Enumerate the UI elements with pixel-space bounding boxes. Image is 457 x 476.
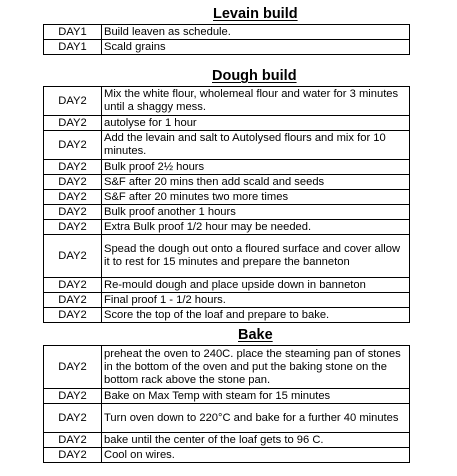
table-row bbox=[44, 308, 410, 323]
levain-section-title: Levain build bbox=[213, 6, 298, 22]
table-row bbox=[44, 293, 410, 308]
task-cell: S&F after 20 minutes two more times bbox=[102, 190, 410, 205]
table-row bbox=[44, 116, 410, 131]
task-cell: Build leaven as schedule. bbox=[102, 25, 410, 40]
bake-section-title: Bake bbox=[238, 327, 273, 343]
table-row bbox=[44, 205, 410, 220]
table-row bbox=[44, 433, 410, 448]
day-cell: DAY2 bbox=[44, 404, 102, 433]
task-cell: Extra Bulk proof 1/2 hour may be needed. bbox=[102, 220, 410, 235]
day-cell: DAY2 bbox=[44, 346, 102, 389]
day-cell: DAY2 bbox=[44, 308, 102, 323]
task-cell: preheat the oven to 240C. place the steaming pan of stones in the bottom of the oven and put the baking stone on the bottom rack above the stone pan. bbox=[102, 346, 410, 389]
dough-table bbox=[43, 86, 410, 323]
day-cell: DAY2 bbox=[44, 87, 102, 116]
table-row bbox=[44, 131, 410, 160]
levain-table bbox=[43, 24, 410, 55]
task-cell: Bulk proof another 1 hours bbox=[102, 205, 410, 220]
day-cell: DAY2 bbox=[44, 160, 102, 175]
task-cell: Score the top of the loaf and prepare to bake. bbox=[102, 308, 410, 323]
task-cell: autolyse for 1 hour bbox=[102, 116, 410, 131]
day-cell: DAY2 bbox=[44, 389, 102, 404]
table-row bbox=[44, 346, 410, 389]
task-cell: Turn oven down to 220°C and bake for a further 40 minutes bbox=[102, 404, 410, 433]
day-cell: DAY2 bbox=[44, 220, 102, 235]
table-row bbox=[44, 190, 410, 205]
task-cell: Spead the dough out onto a floured surface and cover allow it to rest for 15 minutes and prepare the banneton bbox=[102, 235, 410, 278]
day-cell: DAY2 bbox=[44, 116, 102, 131]
table-row bbox=[44, 175, 410, 190]
task-cell: Bulk proof 2½ hours bbox=[102, 160, 410, 175]
day-cell: DAY2 bbox=[44, 235, 102, 278]
task-cell: Scald grains bbox=[102, 40, 410, 55]
task-cell: Final proof 1 - 1/2 hours. bbox=[102, 293, 410, 308]
day-cell: DAY1 bbox=[44, 25, 102, 40]
table-row bbox=[44, 278, 410, 293]
table-row bbox=[44, 448, 410, 463]
table-row bbox=[44, 40, 410, 55]
task-cell: S&F after 20 mins then add scald and seeds bbox=[102, 175, 410, 190]
table-row bbox=[44, 25, 410, 40]
day-cell: DAY2 bbox=[44, 205, 102, 220]
task-cell: Bake on Max Temp with steam for 15 minutes bbox=[102, 389, 410, 404]
day-cell: DAY2 bbox=[44, 131, 102, 160]
day-cell: DAY2 bbox=[44, 293, 102, 308]
table-row bbox=[44, 220, 410, 235]
table-row bbox=[44, 87, 410, 116]
day-cell: DAY2 bbox=[44, 278, 102, 293]
task-cell: Cool on wires. bbox=[102, 448, 410, 463]
day-cell: DAY2 bbox=[44, 190, 102, 205]
task-cell: Mix the white flour, wholemeal flour and water for 3 minutes until a shaggy mess. bbox=[102, 87, 410, 116]
table-row bbox=[44, 235, 410, 278]
task-cell: Re-mould dough and place upside down in banneton bbox=[102, 278, 410, 293]
day-cell: DAY2 bbox=[44, 448, 102, 463]
table-row bbox=[44, 160, 410, 175]
table-row bbox=[44, 389, 410, 404]
day-cell: DAY2 bbox=[44, 175, 102, 190]
day-cell: DAY2 bbox=[44, 433, 102, 448]
task-cell: Add the levain and salt to Autolysed flours and mix for 10 minutes. bbox=[102, 131, 410, 160]
task-cell: bake until the center of the loaf gets to 96 C. bbox=[102, 433, 410, 448]
dough-section-title: Dough build bbox=[212, 68, 297, 84]
table-row bbox=[44, 404, 410, 433]
day-cell: DAY1 bbox=[44, 40, 102, 55]
bake-table bbox=[43, 345, 410, 463]
